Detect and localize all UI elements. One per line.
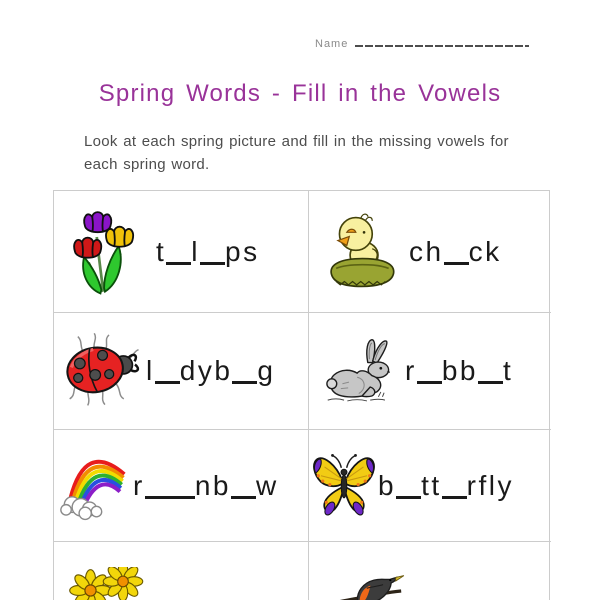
cell-rabbit bbox=[309, 313, 551, 430]
butterfly-image bbox=[312, 451, 376, 520]
vowel-blank bbox=[145, 496, 170, 499]
word-blank-text: b tt rfly bbox=[378, 469, 514, 501]
name-write-line bbox=[355, 45, 529, 47]
vowel-blank bbox=[478, 381, 503, 384]
vowel-blank bbox=[166, 262, 191, 265]
cell-butterfly bbox=[309, 430, 551, 542]
tulips-image bbox=[64, 204, 146, 300]
vowel-blank bbox=[155, 381, 180, 384]
vowel-blank bbox=[396, 496, 421, 499]
name-row bbox=[315, 38, 529, 50]
cell-chick bbox=[309, 191, 551, 313]
cell-robin bbox=[309, 542, 551, 600]
flowers-image bbox=[66, 567, 152, 600]
vowel-blank bbox=[200, 262, 225, 265]
vowel-blank bbox=[444, 262, 469, 265]
cell-rainbow bbox=[54, 430, 309, 542]
instructions-text: Look at each spring picture and fill in the missing vowels for each spring word. bbox=[84, 133, 509, 173]
vowel-blank bbox=[442, 496, 467, 499]
word-blank-text: l dyb g bbox=[146, 355, 276, 386]
cell-tulips bbox=[54, 191, 309, 313]
page-title: Spring Words - Fill in the Vowels bbox=[98, 80, 502, 107]
vowel-blank bbox=[232, 381, 257, 384]
word-blank-text: r bb t bbox=[405, 355, 514, 386]
rainbow-image bbox=[59, 449, 127, 522]
ladybug-image bbox=[59, 333, 141, 409]
chick-image bbox=[323, 211, 401, 293]
robin-image bbox=[312, 572, 408, 600]
name-label: Name bbox=[315, 38, 349, 50]
cell-flowers bbox=[54, 542, 309, 600]
worksheet-grid bbox=[53, 190, 550, 600]
vowel-blank bbox=[417, 381, 442, 384]
word-blank-text: t l ps bbox=[156, 235, 260, 267]
cell-ladybug bbox=[54, 313, 309, 430]
vowel-blank bbox=[170, 496, 195, 499]
word-blank-text: ch ck bbox=[409, 235, 502, 267]
rabbit-image bbox=[321, 338, 399, 405]
word-blank-text: r nb w bbox=[133, 469, 279, 501]
vowel-blank bbox=[231, 496, 256, 499]
